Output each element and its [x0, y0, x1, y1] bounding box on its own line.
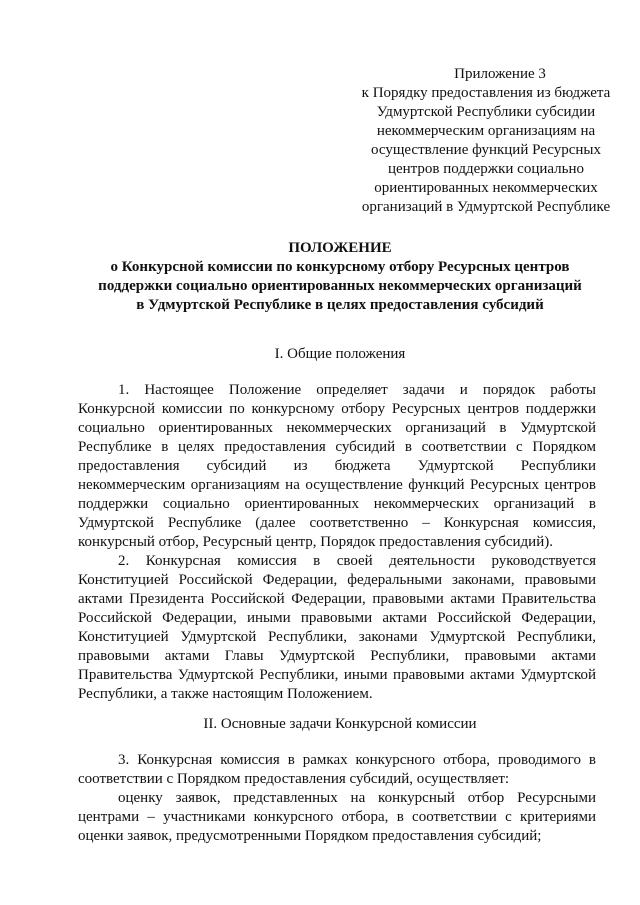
title-line: в Удмуртской Республике в целях предоставления субсидий — [136, 297, 544, 313]
title-line: о Конкурсной комиссии по конкурсному отбору Ресурсных центров — [110, 259, 570, 275]
paragraph-line: Российской Федерации, иными правовыми актами Российской Федерации, — [78, 610, 596, 626]
appendix-line: Приложение 3 — [454, 66, 546, 82]
paragraph-line: актами Президента Российской Федерации, правовыми актами Правительства — [78, 591, 596, 607]
paragraph-line: центрами – участниками конкурсного отбора, в соответствии с критериями — [78, 809, 596, 825]
section-heading-1: I. Общие положения — [274, 346, 406, 362]
appendix-line: некоммерческим организациям на — [376, 123, 596, 139]
section-heading-2: II. Основные задачи Конкурсной комиссии — [203, 716, 477, 732]
title-heading: ПОЛОЖЕНИЕ — [288, 240, 392, 256]
appendix-line: осуществление функций Ресурсных — [370, 142, 602, 158]
paragraph-line: конкурсный отбор, Ресурсный центр, Порядок предоставления субсидий). — [78, 534, 553, 550]
paragraph-line: Конституцией Удмуртской Республики, законами Удмуртской Республики, — [78, 629, 596, 645]
paragraph-line: соответствии с Порядком предоставления субсидий, осуществляет: — [78, 771, 510, 787]
paragraph-line: оценки заявок, предусмотренными Порядком предоставления субсидий; — [78, 828, 542, 844]
paragraph-line: Правительства Удмуртской Республики, иными правовыми актами Удмуртской — [78, 667, 596, 683]
paragraph-line: Республике в целях предоставления субсидий в соответствии с Порядком — [78, 439, 596, 455]
paragraph-line: 2. Конкурсная комиссия в своей деятельности руководствуется — [118, 553, 596, 569]
appendix-line: к Порядку предоставления из бюджета — [361, 85, 611, 101]
paragraph-line: Конституцией Российской Федерации, федеральными законами, правовыми — [78, 572, 596, 588]
paragraph-line: 1. Настоящее Положение определяет задачи и порядок работы — [118, 382, 596, 398]
paragraph-line: поддержки социально ориентированных некоммерческих организаций в — [78, 496, 596, 512]
appendix-line: ориентированных некоммерческих — [374, 180, 598, 196]
paragraph-line: Республики, а также настоящим Положением. — [78, 686, 373, 702]
paragraph-line: социально ориентированных некоммерческих организаций в Удмуртской — [78, 420, 596, 436]
appendix-line: организаций в Удмуртской Республике — [361, 199, 611, 215]
paragraph-line: 3. Конкурсная комиссия в рамках конкурсного отбора, проводимого в — [118, 752, 596, 768]
paragraph-line: правовыми актами Главы Удмуртской Республики, правовыми актами — [78, 648, 596, 664]
appendix-line: центров поддержки социально — [387, 161, 585, 177]
paragraph-line: предоставления субсидий из бюджета Удмуртской Республики — [78, 458, 596, 474]
title-line: поддержки социально ориентированных некоммерческих организаций — [98, 278, 582, 294]
paragraph-line: некоммерческим организациям на осуществление функций Ресурсных центров — [78, 477, 596, 493]
paragraph-line: Удмуртской Республике (далее соответственно – Конкурсная комиссия, — [78, 515, 596, 531]
paragraph-line: оценку заявок, представленных на конкурсный отбор Ресурсными — [118, 790, 596, 806]
paragraph-line: Конкурсной комиссии по конкурсному отбору Ресурсных центров поддержки — [78, 401, 596, 417]
appendix-line: Удмуртской Республики субсидии — [376, 104, 596, 120]
